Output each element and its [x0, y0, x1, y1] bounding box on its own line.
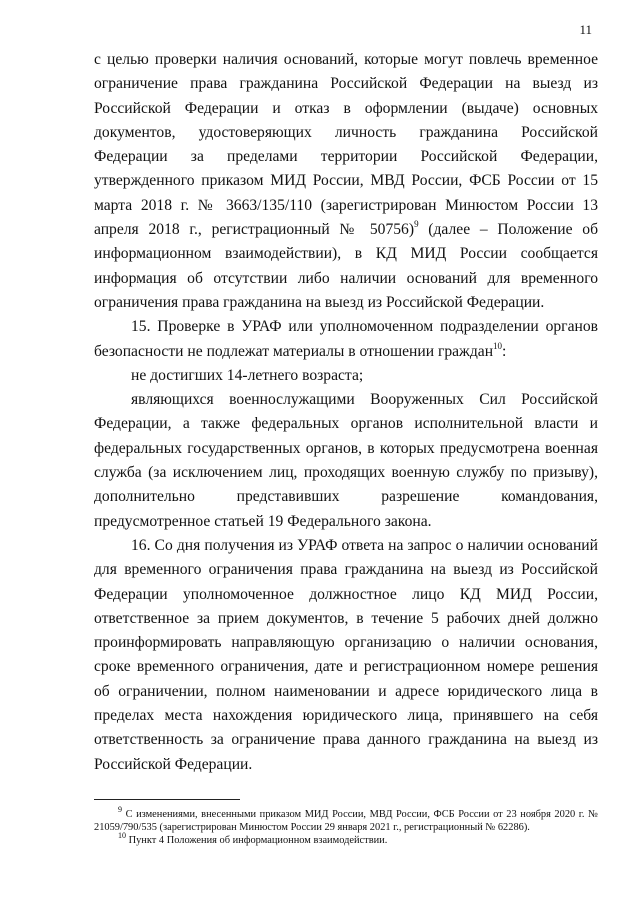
footnote-divider: [94, 799, 240, 800]
paragraph-15: [94, 315, 598, 364]
paragraph-16: 16. Со дня получения из УРАФ ответа на запрос о наличии оснований для временного ограничения права гражданина на выезд из Российской Федерации уполномоченное должностное лицо КД МИД России, ответственное за прием документов, в течение 5 рабочих дней должно проинформировать направляющую организацию о наличии основания, сроке временного ограничения, дате и регистрационном номере решения об ограничении, полном наименовании и адресе юридического лица в пределах места нахождения юридического лица, принявшего на себя ответственность за ограничение права данного гражданина на выезд из Российской Федерации.: [94, 536, 598, 773]
page-number: 11: [579, 22, 592, 37]
footnote-10-marker: 10: [118, 831, 126, 840]
intro-paragraph: [94, 48, 598, 315]
list-item-under-14: не достигших 14-летнего возраста;: [131, 366, 364, 384]
footnotes: [94, 805, 598, 847]
footnote-ref-9: 9: [414, 219, 419, 230]
document-body: [94, 48, 598, 777]
list-item-military: являющихся военнослужащими Вооруженных Сил Российской Федерации, а также федеральных органов исполнительной власти и федеральных государственных органов, в которых предусмотрена военная служба (за исключением лиц, проходящих военную службу по призыву), дополнительно представивших разрешение командования, предусмотренное статьей 19 Федерального закона.: [94, 391, 598, 530]
paragraph-15-text: 15. Проверке в УРАФ или уполномоченном подразделении органов безопасности не подлежат материалы в отношении граждан: [94, 318, 598, 360]
footnote-10: [94, 831, 598, 847]
intro-text: с целью проверки наличия оснований, которые могут повлечь временное ограничение права гражданина Российской Федерации на выезд из Российской Федерации и отказ в оформлении (выдаче) основных документов, удостоверяющих личность гражданина Российской Федерации за пределами территории Российской Федерации, утвержденного приказом МИД России, МВД России, ФСБ России от 15 марта 2018 г. № 3663/135/110 (зарегистрирован Минюстом России 13 апреля 2018 г., регистрационный № 50756): [94, 51, 598, 239]
paragraph-15-tail: :: [502, 342, 507, 360]
footnote-10-text: Пункт 4 Положения об информационном взаимодействии.: [128, 835, 388, 846]
intro-continuation: (далее – Положение об информационном взаимодействии), в КД МИД России сообщается информация об отсутствии либо наличии оснований для временного ограничения права гражданина на выезд из Российской Федерации.: [94, 221, 598, 311]
footnote-ref-10: 10: [493, 340, 503, 351]
footnote-9-text: С изменениями, внесенными приказом МИД России, МВД России, ФСБ России от 23 ноября 2020 г. № 21059/790/535 (зарегистрирован Минюстом России 29 января 2021 г., регистрационный № 62286).: [94, 809, 598, 833]
footnote-9: [94, 805, 598, 834]
footnote-9-marker: 9: [118, 805, 122, 814]
